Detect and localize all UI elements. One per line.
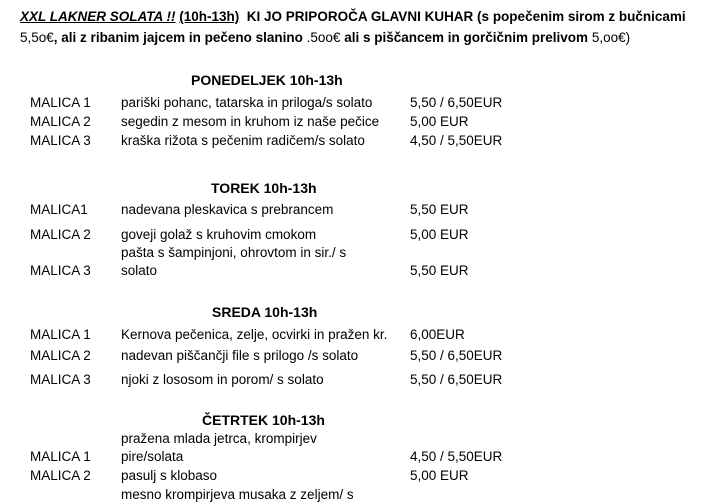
meal-description: njoki z lososom in porom/ s solato [121,372,324,387]
meal-label: MALICA 2 [30,227,91,242]
intro-text-a: KI JO PRIPOROČA GLAVNI KUHAR (s popečenim sirom z bučnicami [246,9,686,24]
meal-description: goveji golaž s kruhovim cmokom [121,227,317,242]
meal-price: 5,00 EUR [410,227,469,242]
meal-label: MALICA 1 [30,95,91,110]
meal-label: MALICA 3 [30,133,91,148]
meal-price: 4,50 / 5,50EUR [410,449,503,464]
day-title-tuesday: TOREK 10h-13h [211,180,317,196]
meal-label: MALICA 1 [30,327,91,342]
meal-label: MALICA 2 [30,114,91,129]
meal-description-line1: pražena mlada jetrca, krompirjev [121,431,317,446]
intro-text-b: , ali z ribanim jajcem in pečeno slanino [53,30,303,45]
meal-label: MALICA 3 [30,372,91,387]
meal-price: 4,50 / 5,50EUR [410,133,503,148]
intro-paragraph [20,6,710,48]
meal-description: nadevan piščančji file s prilogo /s solato [121,348,359,363]
meal-description-line2: pire/solata [121,449,184,464]
meal-description: nadevana pleskavica s prebrancem [121,202,334,217]
day-title-wednesday: SREDA 10h-13h [212,304,318,320]
meal-description: pasulj s klobaso [121,468,218,483]
meal-description: kraška rižota s pečenim radičem/s solato [121,133,365,148]
intro-price-a: 5,5o€ [20,30,54,45]
day-title-thursday: ČETRTEK 10h-13h [202,412,325,428]
meal-price: 5,50 / 6,50EUR [410,372,503,387]
meal-label: MALICA 2 [30,468,91,483]
day-title-monday: PONEDELJEK 10h-13h [191,72,343,88]
meal-description: segedin z mesom in kruhom iz naše pečice [121,114,380,129]
meal-price: 5,50 EUR [410,263,469,278]
meal-label: MALICA 1 [30,449,91,464]
intro-text-c: ali s piščancem in gorčičnim prelivom [344,30,589,45]
meal-price: 5,50 / 6,50EUR [410,95,503,110]
meal-label: MALICA1 [30,202,88,217]
meal-description: Kernova pečenica, zelje, ocvirki in pražen kr. [121,327,388,342]
meal-description-line2: solato [121,263,158,278]
meal-price: 5,00 EUR [410,114,469,129]
intro-hours: (10h-13h) [179,9,240,24]
intro-price-c: 5,oo€) [591,30,631,45]
meal-description: mesno krompirjeva musaka z zeljem/ s [121,487,354,502]
meal-price: 6,00EUR [410,327,465,342]
meal-description: pariški pohanc, tatarska in priloga/s solato [121,95,373,110]
meal-description-line1: pašta s šampinjoni, ohrovtom in sir./ s [121,245,347,260]
meal-label: MALICA 3 [30,263,91,278]
meal-price: 5,50 / 6,50EUR [410,348,503,363]
meal-price: 5,50 EUR [410,202,469,217]
meal-price: 5,00 EUR [410,468,469,483]
meal-label: MALICA 2 [30,348,91,363]
intro-price-b: .5oo€ [306,30,341,45]
intro-highlight: XXL LAKNER SOLATA !! [20,9,176,24]
